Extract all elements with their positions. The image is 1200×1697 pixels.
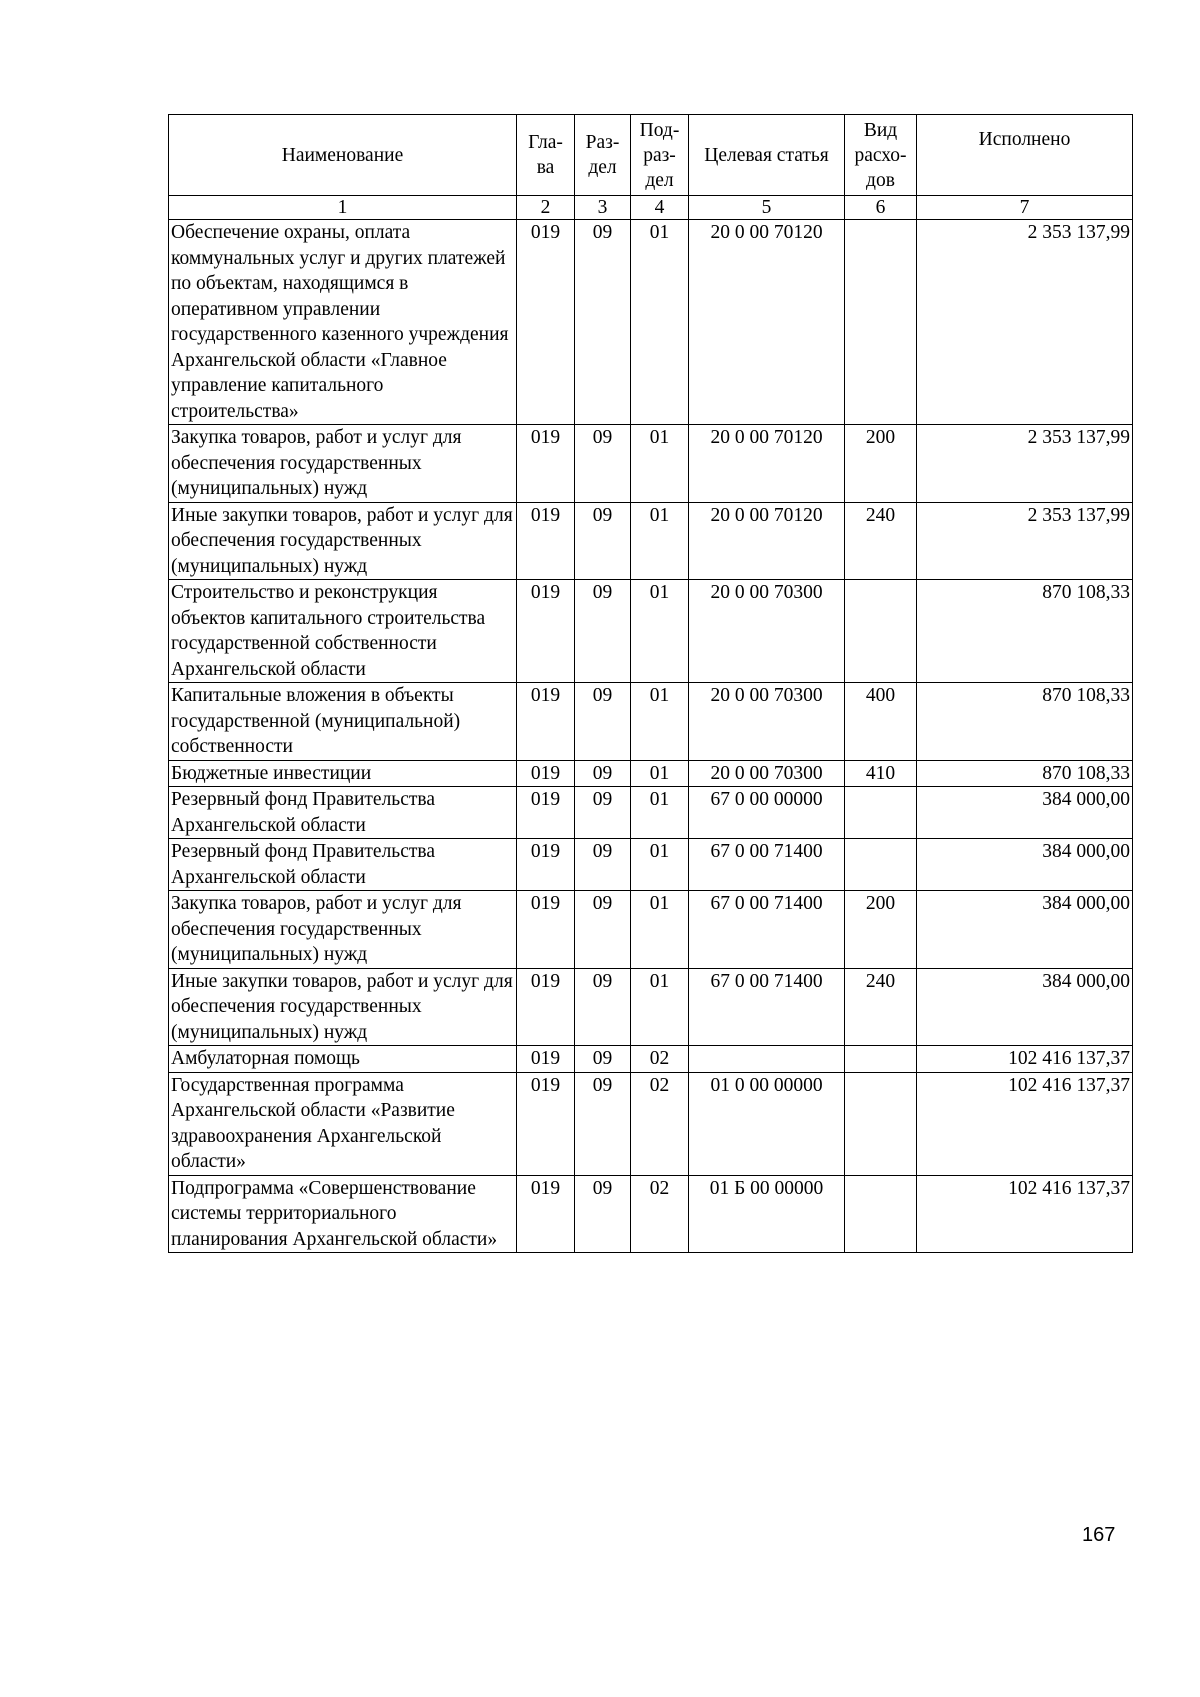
page-number: 167: [1082, 1524, 1116, 1546]
row-name-cell: Закупка товаров, работ и услуг для обеспечения государственных (муниципальных) нужд: [169, 891, 517, 969]
row-name-cell: Капитальные вложения в объекты государственной (муниципальной) собственности: [169, 683, 517, 761]
row-celevaya-cell: 67 0 00 71400: [689, 839, 845, 891]
column-number: 7: [917, 196, 1133, 220]
row-razdel-cell: 09: [575, 1072, 631, 1175]
row-podrazdel-cell: 02: [631, 1072, 689, 1175]
row-ispolneno-cell: 102 416 137,37: [917, 1072, 1133, 1175]
row-name-cell: Резервный фонд Правительства Архангельской области: [169, 839, 517, 891]
row-name-cell: Резервный фонд Правительства Архангельской области: [169, 787, 517, 839]
table-row: [169, 787, 1133, 839]
row-podrazdel-cell: 01: [631, 220, 689, 425]
table-row: [169, 1072, 1133, 1175]
column-number: 1: [169, 196, 517, 220]
row-podrazdel-cell: 02: [631, 1046, 689, 1073]
row-glava-cell: 019: [517, 760, 575, 787]
row-glava-cell: 019: [517, 1175, 575, 1253]
row-vid-cell: 410: [845, 760, 917, 787]
row-vid-cell: [845, 1072, 917, 1175]
header-glava: Гла- ва: [517, 115, 575, 196]
row-celevaya-cell: 20 0 00 70300: [689, 683, 845, 761]
row-razdel-cell: 09: [575, 425, 631, 503]
row-glava-cell: 019: [517, 1072, 575, 1175]
row-ispolneno-cell: 2 353 137,99: [917, 220, 1133, 425]
row-glava-cell: 019: [517, 425, 575, 503]
row-ispolneno-cell: 384 000,00: [917, 968, 1133, 1046]
row-razdel-cell: 09: [575, 760, 631, 787]
row-ispolneno-cell: 384 000,00: [917, 787, 1133, 839]
row-podrazdel-cell: 01: [631, 502, 689, 580]
row-glava-cell: 019: [517, 683, 575, 761]
row-razdel-cell: 09: [575, 839, 631, 891]
row-vid-cell: [845, 787, 917, 839]
row-podrazdel-cell: 02: [631, 1175, 689, 1253]
row-vid-cell: [845, 580, 917, 683]
row-podrazdel-cell: 01: [631, 891, 689, 969]
row-razdel-cell: 09: [575, 220, 631, 425]
column-number: 6: [845, 196, 917, 220]
row-razdel-cell: 09: [575, 787, 631, 839]
budget-table: [168, 114, 1133, 1253]
row-ispolneno-cell: 384 000,00: [917, 891, 1133, 969]
table-row: [169, 760, 1133, 787]
row-vid-cell: 240: [845, 968, 917, 1046]
row-celevaya-cell: 20 0 00 70120: [689, 502, 845, 580]
table-body: [169, 196, 1133, 1253]
header-razdel: Раз- дел: [575, 115, 631, 196]
row-vid-cell: [845, 1046, 917, 1073]
row-glava-cell: 019: [517, 1046, 575, 1073]
table-header-row: [169, 115, 1133, 196]
row-razdel-cell: 09: [575, 580, 631, 683]
row-podrazdel-cell: 01: [631, 580, 689, 683]
row-celevaya-cell: 01 Б 00 00000: [689, 1175, 845, 1253]
row-celevaya-cell: 20 0 00 70120: [689, 220, 845, 425]
row-glava-cell: 019: [517, 220, 575, 425]
row-name-cell: Строительство и реконструкция объектов капитального строительства государственной собственности Архангельской области: [169, 580, 517, 683]
row-celevaya-cell: 20 0 00 70300: [689, 760, 845, 787]
row-celevaya-cell: 67 0 00 71400: [689, 968, 845, 1046]
row-name-cell: Иные закупки товаров, работ и услуг для обеспечения государственных (муниципальных) нужд: [169, 968, 517, 1046]
row-razdel-cell: 09: [575, 891, 631, 969]
row-vid-cell: [845, 220, 917, 425]
table-row: [169, 968, 1133, 1046]
row-name-cell: Обеспечение охраны, оплата коммунальных услуг и других платежей по объектам, находящимся в оперативном управлении государственного казенного учреждения Архангельской области «Главное управление капитального строительства»: [169, 220, 517, 425]
row-razdel-cell: 09: [575, 683, 631, 761]
row-vid-cell: 200: [845, 425, 917, 503]
column-number-row: [169, 196, 1133, 220]
row-ispolneno-cell: 384 000,00: [917, 839, 1133, 891]
table-row: [169, 220, 1133, 425]
row-ispolneno-cell: 870 108,33: [917, 580, 1133, 683]
header-podrazdel: Под- раз- дел: [631, 115, 689, 196]
row-celevaya-cell: [689, 1046, 845, 1073]
row-podrazdel-cell: 01: [631, 425, 689, 503]
row-razdel-cell: 09: [575, 1046, 631, 1073]
table-row: [169, 580, 1133, 683]
row-podrazdel-cell: 01: [631, 760, 689, 787]
row-vid-cell: 240: [845, 502, 917, 580]
row-razdel-cell: 09: [575, 968, 631, 1046]
row-vid-cell: 400: [845, 683, 917, 761]
row-glava-cell: 019: [517, 580, 575, 683]
row-vid-cell: [845, 1175, 917, 1253]
table-row: [169, 683, 1133, 761]
row-ispolneno-cell: 2 353 137,99: [917, 425, 1133, 503]
column-number: 5: [689, 196, 845, 220]
row-ispolneno-cell: 2 353 137,99: [917, 502, 1133, 580]
table-row: [169, 839, 1133, 891]
table-row: [169, 891, 1133, 969]
row-celevaya-cell: 67 0 00 00000: [689, 787, 845, 839]
row-celevaya-cell: 20 0 00 70300: [689, 580, 845, 683]
row-name-cell: Иные закупки товаров, работ и услуг для обеспечения государственных (муниципальных) нужд: [169, 502, 517, 580]
row-ispolneno-cell: 102 416 137,37: [917, 1046, 1133, 1073]
row-name-cell: Подпрограмма «Совершенствование системы территориального планирования Архангельской области»: [169, 1175, 517, 1253]
row-name-cell: Государственная программа Архангельской области «Развитие здравоохранения Архангельской области»: [169, 1072, 517, 1175]
row-name-cell: Бюджетные инвестиции: [169, 760, 517, 787]
row-razdel-cell: 09: [575, 502, 631, 580]
row-podrazdel-cell: 01: [631, 839, 689, 891]
row-celevaya-cell: 20 0 00 70120: [689, 425, 845, 503]
row-celevaya-cell: 67 0 00 71400: [689, 891, 845, 969]
header-ispolneno: Исполнено: [917, 115, 1133, 196]
row-ispolneno-cell: 870 108,33: [917, 760, 1133, 787]
row-podrazdel-cell: 01: [631, 968, 689, 1046]
column-number: 4: [631, 196, 689, 220]
row-name-cell: Амбулаторная помощь: [169, 1046, 517, 1073]
header-vid: Вид расхо- дов: [845, 115, 917, 196]
row-ispolneno-cell: 870 108,33: [917, 683, 1133, 761]
row-glava-cell: 019: [517, 502, 575, 580]
row-glava-cell: 019: [517, 968, 575, 1046]
table-row: [169, 425, 1133, 503]
row-razdel-cell: 09: [575, 1175, 631, 1253]
row-celevaya-cell: 01 0 00 00000: [689, 1072, 845, 1175]
header-name: Наименование: [169, 115, 517, 196]
table-row: [169, 1175, 1133, 1253]
row-podrazdel-cell: 01: [631, 683, 689, 761]
table-row: [169, 502, 1133, 580]
row-glava-cell: 019: [517, 787, 575, 839]
column-number: 3: [575, 196, 631, 220]
column-number: 2: [517, 196, 575, 220]
row-glava-cell: 019: [517, 891, 575, 969]
row-glava-cell: 019: [517, 839, 575, 891]
row-name-cell: Закупка товаров, работ и услуг для обеспечения государственных (муниципальных) нужд: [169, 425, 517, 503]
table-row: [169, 1046, 1133, 1073]
row-podrazdel-cell: 01: [631, 787, 689, 839]
header-celevaya: Целевая статья: [689, 115, 845, 196]
row-vid-cell: 200: [845, 891, 917, 969]
row-vid-cell: [845, 839, 917, 891]
row-ispolneno-cell: 102 416 137,37: [917, 1175, 1133, 1253]
